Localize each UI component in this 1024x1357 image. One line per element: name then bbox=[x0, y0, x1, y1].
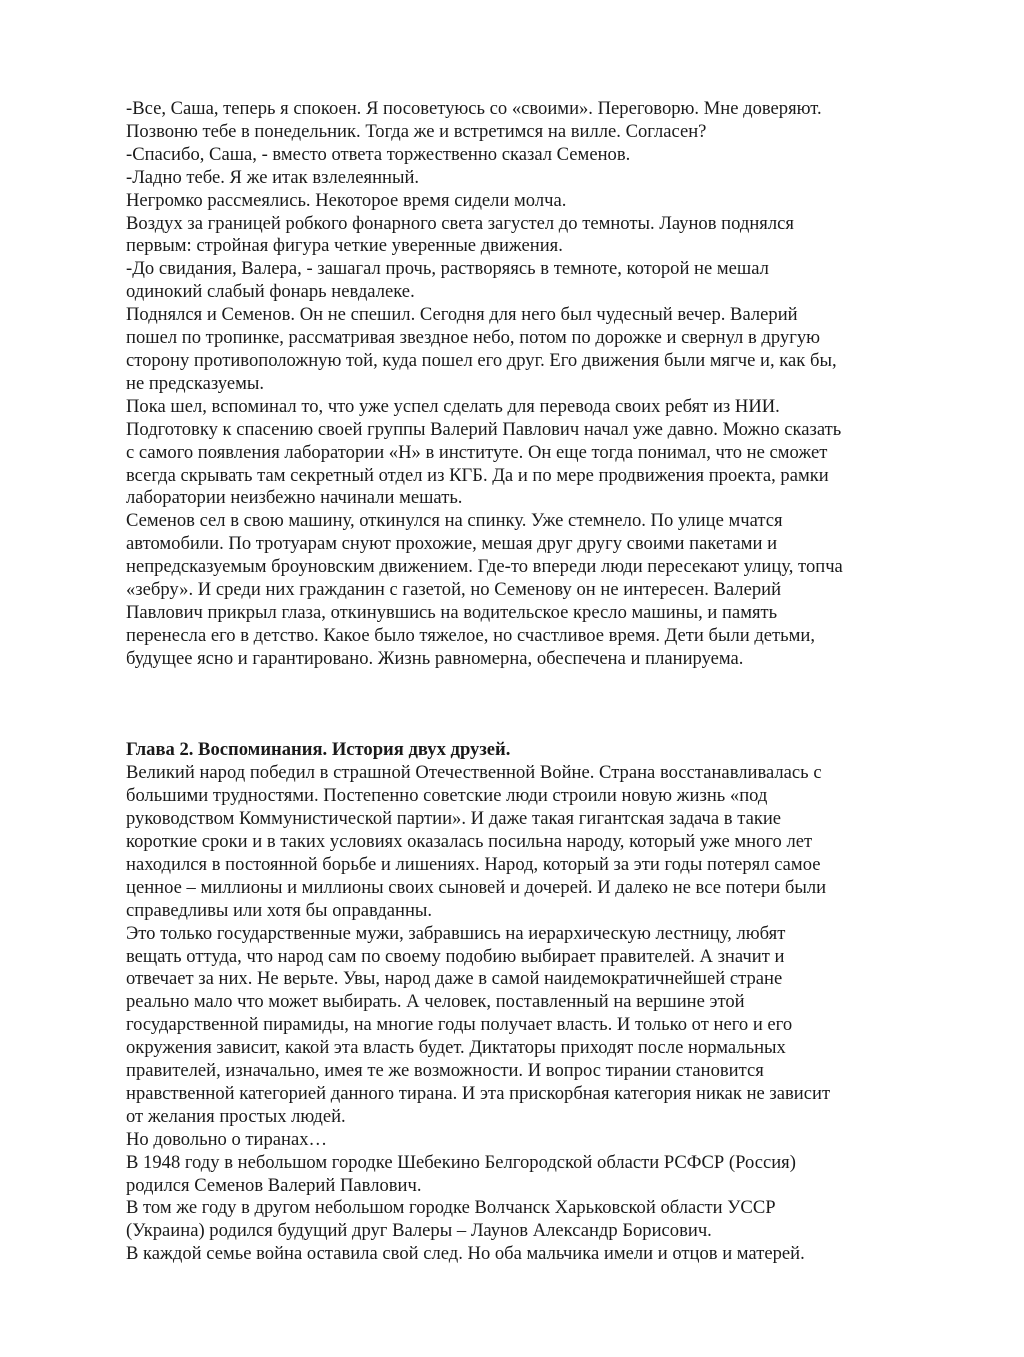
text-line: -Спасибо, Саша, - вместо ответа торжественно сказал Семенов. bbox=[126, 143, 631, 165]
text-line: Воздух за границей робкого фонарного света загустел до темноты. Лаунов поднялся bbox=[126, 212, 794, 234]
text-line: большими трудностями. Постепенно советские люди строили новую жизнь «под bbox=[126, 785, 768, 807]
text-line: -Все, Саша, теперь я спокоен. Я посоветуюсь со «своими». Переговорю. Мне доверяют. bbox=[126, 98, 822, 119]
section-spacer bbox=[126, 671, 886, 740]
text-line: Негромко рассмеялись. Некоторое время сидели молча. bbox=[126, 189, 567, 211]
text-line: непредсказуемым броуновским движением. Где-то впереди люди пересекают улицу, топча bbox=[126, 556, 843, 578]
text-line: нравственной категорией данного тирана. И эта прискорбная категория никак не зависит bbox=[126, 1082, 831, 1104]
text-line: Великий народ победил в страшной Отечественной Войне. Страна восстанавливалась с bbox=[126, 762, 822, 784]
text-line: одинокий слабый фонарь невдалеке. bbox=[126, 281, 415, 303]
section-2 bbox=[126, 739, 886, 1266]
text-line: В том же году в другом небольшом городке Волчанск Харьковской области УССР bbox=[126, 1197, 776, 1219]
text-line: будущее ясно и гарантировано. Жизнь равномерна, обеспечена и планируема. bbox=[126, 647, 744, 669]
text-line: правителей, изначально, имея те же возможности. И вопрос тирании становится bbox=[126, 1060, 764, 1082]
text-line: от желания простых людей. bbox=[126, 1105, 346, 1127]
text-line: перенесла его в детство. Какое было тяжелое, но счастливое время. Дети были детьми, bbox=[126, 624, 816, 646]
text-line: -Ладно тебе. Я же итак взлелеянный. bbox=[126, 166, 420, 188]
chapter-heading: Глава 2. Воспоминания. История двух друзей. bbox=[126, 739, 511, 761]
text-line: Это только государственные мужи, забравшись на иерархическую лестницу, любят bbox=[126, 922, 786, 944]
text-line: с самого появления лаборатории «Н» в институте. Он еще тогда понимал, что не сможет bbox=[126, 441, 828, 463]
text-line: окружения зависит, какой эта власть будет. Диктаторы приходят после нормальных bbox=[126, 1037, 786, 1059]
text-line: всегда скрывать там секретный отдел из КГБ. Да и по мере продвижения проекта, рамки bbox=[126, 464, 829, 486]
text-line: сторону противоположную той, куда пошел его друг. Его движения были мягче и, как бы, bbox=[126, 349, 837, 371]
text-line: родился Семенов Валерий Павлович. bbox=[126, 1174, 422, 1196]
text-line: реально мало что может выбирать. А человек, поставленный на вершине этой bbox=[126, 991, 745, 1013]
text-line: Позвоню тебе в понедельник. Тогда же и встретимся на вилле. Согласен? bbox=[126, 120, 707, 142]
text-line: Семенов сел в свою машину, откинулся на спинку. Уже стемнело. По улице мчатся bbox=[126, 510, 783, 532]
text-line: В каждой семье война оставила свой след. Но оба мальчика имели и отцов и матерей. bbox=[126, 1243, 805, 1265]
text-line: отвечает за них. Не верьте. Увы, народ даже в самой наидемократичнейшей стране bbox=[126, 968, 783, 990]
text-line: «зебру». И среди них гражданин с газетой, но Семенову он не интересен. Валерий bbox=[126, 579, 782, 601]
text-line: В 1948 году в небольшом городке Шебекино Белгородской области РСФСР (Россия) bbox=[126, 1151, 796, 1173]
text-line: Подготовку к спасению своей группы Валерий Павлович начал уже давно. Можно сказать bbox=[126, 418, 842, 440]
text-line: вещать оттуда, что народ сам по своему подобию выбирает правителей. А значит и bbox=[126, 945, 785, 967]
section-1-body bbox=[126, 98, 886, 671]
text-line: находился в постоянной борьбе и лишениях. Народ, который за эти годы потерял самое bbox=[126, 853, 821, 875]
text-line: Поднялся и Семенов. Он не спешил. Сегодня для него был чудесный вечер. Валерий bbox=[126, 304, 798, 326]
text-line: Но довольно о тиранах… bbox=[126, 1128, 328, 1150]
text-line: пошел по тропинке, рассматривая звездное небо, потом по дорожке и свернул в другую bbox=[126, 327, 821, 349]
text-line: короткие сроки и в таких условиях оказалась посильна народу, который уже много лет bbox=[126, 830, 813, 852]
text-line: автомобили. По тротуарам снуют прохожие, мешая друг другу своими пакетами и bbox=[126, 533, 778, 555]
text-line: первым: стройная фигура четкие уверенные движения. bbox=[126, 235, 563, 257]
text-line: -До свидания, Валера, - зашагал прочь, растворяясь в темноте, которой не мешал bbox=[126, 258, 769, 280]
text-line: Пока шел, вспоминал то, что уже успел сделать для перевода своих ребят из НИИ. bbox=[126, 395, 780, 417]
text-line: руководством Коммунистической партии». И даже такая гигантская задача в такие bbox=[126, 808, 782, 830]
text-line: не предсказуемы. bbox=[126, 372, 264, 394]
text-line: справедливы или хотя бы оправданны. bbox=[126, 899, 433, 921]
text-line: лаборатории неизбежно начинали мешать. bbox=[126, 487, 463, 509]
document-page bbox=[126, 98, 886, 1266]
text-line: (Украина) родился будущий друг Валеры – Лаунов Александр Борисович. bbox=[126, 1220, 712, 1242]
text-line: государственной пирамиды, на многие годы получает власть. И только от него и его bbox=[126, 1014, 793, 1036]
text-line: ценное – миллионы и миллионы своих сыновей и дочерей. И далеко не все потери были bbox=[126, 876, 827, 898]
text-line: Павлович прикрыл глаза, откинувшись на водительское кресло машины, и память bbox=[126, 601, 778, 623]
